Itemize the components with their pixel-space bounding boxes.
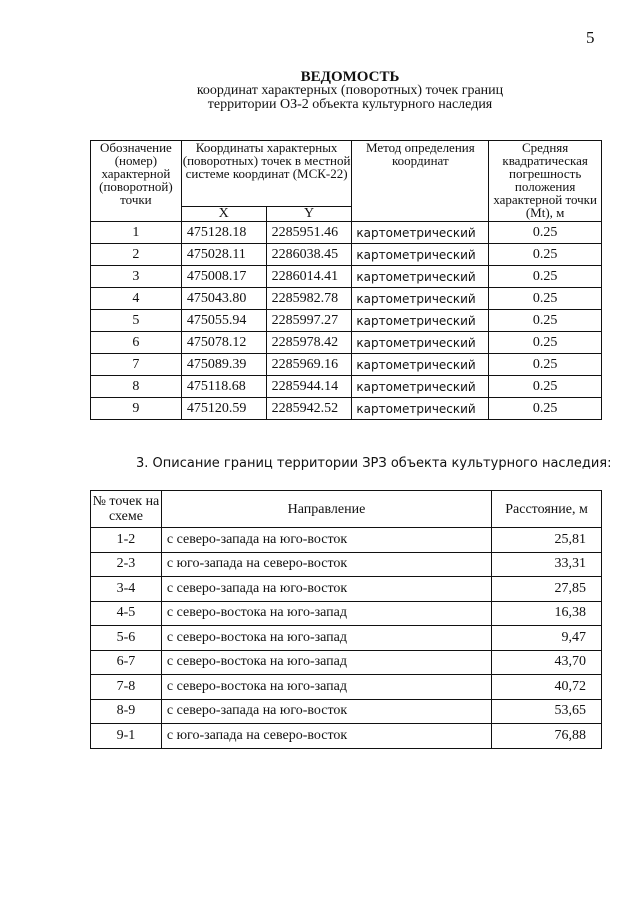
x-value: 475089.39 xyxy=(181,354,266,376)
error-value: 0.25 xyxy=(489,244,602,266)
table-row xyxy=(91,266,602,288)
method-value: картометрический xyxy=(352,354,489,376)
table-row xyxy=(91,288,602,310)
header-direction: Направление xyxy=(161,491,491,528)
segment-points: 1-2 xyxy=(91,528,162,553)
point-number: 9 xyxy=(91,398,182,420)
segment-direction: с юго-запада на северо-восток xyxy=(161,724,491,749)
segment-distance: 40,72 xyxy=(492,675,602,700)
segment-distance: 43,70 xyxy=(492,650,602,675)
header-points: № точек на схеме xyxy=(91,491,162,528)
x-value: 475078.12 xyxy=(181,332,266,354)
segment-points: 9-1 xyxy=(91,724,162,749)
error-value: 0.25 xyxy=(489,398,602,420)
section-title: 3. Описание границ территории ЗРЗ объекта культурного наследия: xyxy=(136,456,612,471)
method-value: картометрический xyxy=(352,310,489,332)
header-distance: Расстояние, м xyxy=(492,491,602,528)
method-value: картометрический xyxy=(352,266,489,288)
table-row xyxy=(91,528,602,553)
x-value: 475008.17 xyxy=(181,266,266,288)
table-row xyxy=(91,310,602,332)
y-value: 2285942.52 xyxy=(266,398,352,420)
segment-direction: с северо-востока на юго-запад xyxy=(161,650,491,675)
y-value: 2285997.27 xyxy=(266,310,352,332)
table-row xyxy=(91,699,602,724)
table-row xyxy=(91,675,602,700)
x-value: 475118.68 xyxy=(181,376,266,398)
segment-direction: с северо-запада на юго-восток xyxy=(161,577,491,602)
y-value: 2285982.78 xyxy=(266,288,352,310)
table-row xyxy=(91,244,602,266)
table-row xyxy=(91,601,602,626)
document-subtitle-line-2: территории ОЗ-2 объекта культурного наследия xyxy=(207,97,493,112)
point-number: 4 xyxy=(91,288,182,310)
x-value: 475128.18 xyxy=(181,222,266,244)
point-number: 1 xyxy=(91,222,182,244)
segment-points: 7-8 xyxy=(91,675,162,700)
border-description-table xyxy=(90,490,602,749)
y-value: 2285951.46 xyxy=(266,222,352,244)
segment-points: 6-7 xyxy=(91,650,162,675)
y-value: 2285978.42 xyxy=(266,332,352,354)
x-value: 475120.59 xyxy=(181,398,266,420)
segment-direction: с северо-востока на юго-запад xyxy=(161,675,491,700)
table-row xyxy=(91,577,602,602)
error-value: 0.25 xyxy=(489,354,602,376)
x-value: 475043.80 xyxy=(181,288,266,310)
method-value: картометрический xyxy=(352,288,489,310)
error-value: 0.25 xyxy=(489,332,602,354)
document-heading xyxy=(120,70,580,112)
segment-distance: 9,47 xyxy=(492,626,602,651)
y-value: 2285969.16 xyxy=(266,354,352,376)
table-row xyxy=(91,724,602,749)
header-x: X xyxy=(181,207,266,222)
segment-points: 4-5 xyxy=(91,601,162,626)
segment-direction: с юго-запада на северо-восток xyxy=(161,552,491,577)
coordinates-table xyxy=(90,140,602,420)
segment-distance: 16,38 xyxy=(492,601,602,626)
segment-points: 2-3 xyxy=(91,552,162,577)
error-value: 0.25 xyxy=(489,376,602,398)
table-row xyxy=(91,650,602,675)
segment-direction: с северо-востока на юго-запад xyxy=(161,601,491,626)
point-number: 5 xyxy=(91,310,182,332)
segment-distance: 76,88 xyxy=(492,724,602,749)
header-point-designation: Обозначение (номер) характерной (поворотной) точки xyxy=(91,141,182,222)
document-subtitle-line-1: координат характерных (поворотных) точек границ xyxy=(196,83,504,98)
table-row xyxy=(91,376,602,398)
segment-direction: с северо-запада на юго-восток xyxy=(161,699,491,724)
segment-distance: 33,31 xyxy=(492,552,602,577)
y-value: 2286014.41 xyxy=(266,266,352,288)
point-number: 3 xyxy=(91,266,182,288)
page-number: 5 xyxy=(586,28,595,47)
error-value: 0.25 xyxy=(489,310,602,332)
x-value: 475028.11 xyxy=(181,244,266,266)
error-value: 0.25 xyxy=(489,222,602,244)
segment-points: 3-4 xyxy=(91,577,162,602)
document-title: ВЕДОМОСТЬ xyxy=(300,69,400,85)
table-row xyxy=(91,552,602,577)
segment-points: 5-6 xyxy=(91,626,162,651)
segment-points: 8-9 xyxy=(91,699,162,724)
method-value: картометрический xyxy=(352,398,489,420)
table-row xyxy=(91,222,602,244)
table-row xyxy=(91,626,602,651)
method-value: картометрический xyxy=(352,222,489,244)
y-value: 2286038.45 xyxy=(266,244,352,266)
header-method: Метод определения координат xyxy=(352,141,489,222)
segment-direction: с северо-запада на юго-восток xyxy=(161,528,491,553)
table-row xyxy=(91,398,602,420)
header-error: Средняя квадратическая погрешность положения характерной точки (Mt), м xyxy=(489,141,602,222)
point-number: 7 xyxy=(91,354,182,376)
x-value: 475055.94 xyxy=(181,310,266,332)
point-number: 6 xyxy=(91,332,182,354)
method-value: картометрический xyxy=(352,244,489,266)
header-y: Y xyxy=(266,207,352,222)
segment-distance: 25,81 xyxy=(492,528,602,553)
y-value: 2285944.14 xyxy=(266,376,352,398)
segment-distance: 53,65 xyxy=(492,699,602,724)
table-row xyxy=(91,332,602,354)
error-value: 0.25 xyxy=(489,266,602,288)
segment-distance: 27,85 xyxy=(492,577,602,602)
error-value: 0.25 xyxy=(489,288,602,310)
point-number: 8 xyxy=(91,376,182,398)
method-value: картометрический xyxy=(352,332,489,354)
table-row xyxy=(91,354,602,376)
segment-direction: с северо-востока на юго-запад xyxy=(161,626,491,651)
method-value: картометрический xyxy=(352,376,489,398)
point-number: 2 xyxy=(91,244,182,266)
header-coordinates: Координаты характерных (поворотных) точек в местной системе координат (МСК-22) xyxy=(181,141,352,207)
